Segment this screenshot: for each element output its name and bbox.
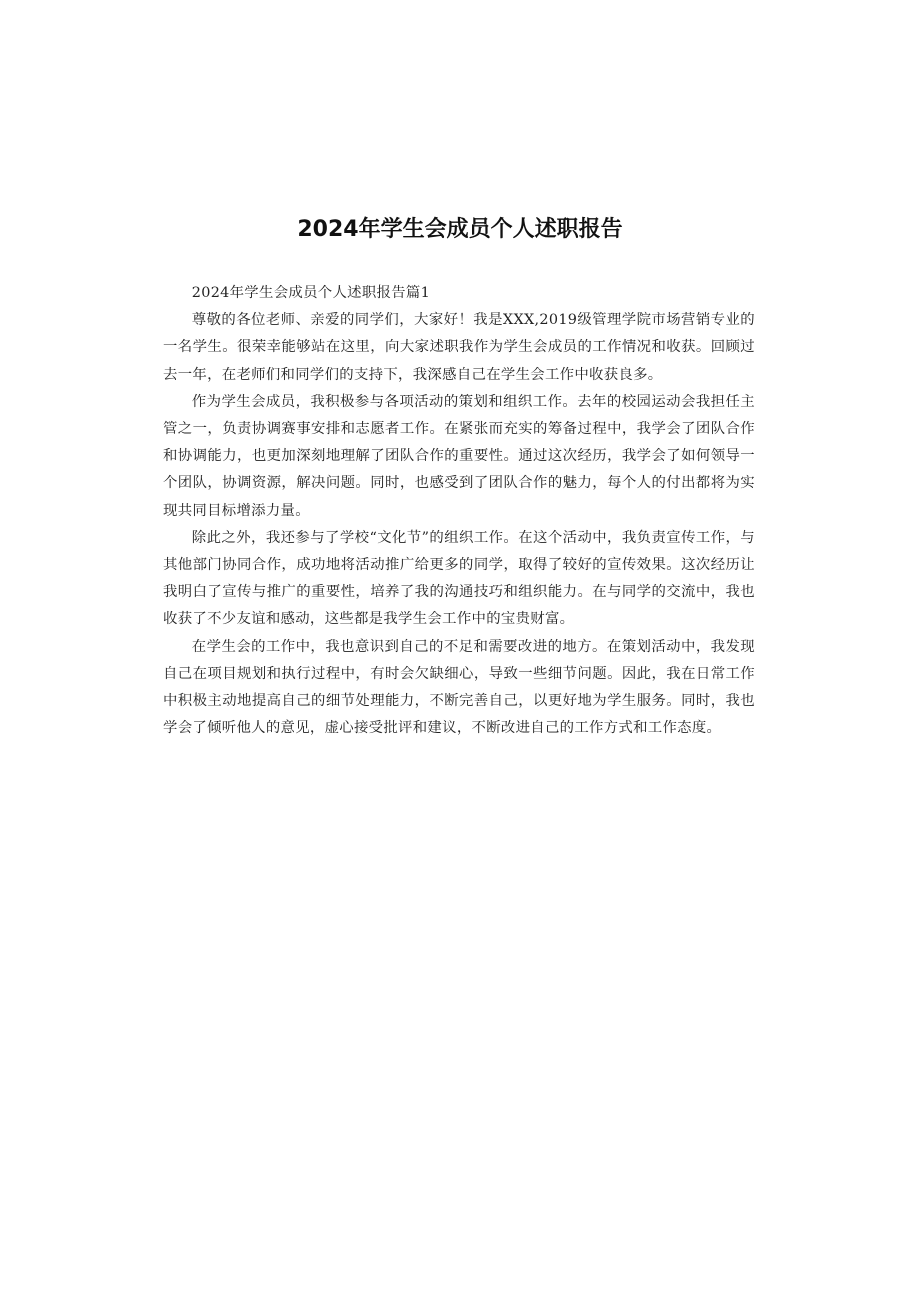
document-body xyxy=(163,280,755,742)
paragraph-1: 尊敬的各位老师、亲爱的同学们，大家好！我是XXX,2019级管理学院市场营销专业的一名学生。很荣幸能够站在这里，向大家述职我作为学生会成员的工作情况和收获。回顾过去一年，在老师们和同学们的支持下，我深感自己在学生会工作中收获良多。 xyxy=(163,312,755,383)
paragraph-2: 作为学生会成员，我积极参与各项活动的策划和组织工作。去年的校园运动会我担任主管之一，负责协调赛事安排和志愿者工作。在紧张而充实的筹备过程中，我学会了团队合作和协调能力，也更加深刻地理解了团队合作的重要性。通过这次经历，我学会了如何领导一个团队，协调资源，解决问题。同时，也感受到了团队合作的魅力，每个人的付出都将为实现共同目标增添力量。 xyxy=(163,393,755,519)
section-heading: 2024年学生会成员个人述职报告篇1 xyxy=(191,285,431,301)
paragraph-3: 除此之外，我还参与了学校“文化节”的组织工作。在这个活动中，我负责宣传工作，与其他部门协同合作，成功地将活动推广给更多的同学，取得了较好的宣传效果。这次经历让我明白了宣传与推广的重要性，培养了我的沟通技巧和组织能力。在与同学的交流中，我也收获了不少友谊和感动，这些都是我学生会工作中的宝贵财富。 xyxy=(163,529,755,628)
document-title: 2024年学生会成员个人述职报告 xyxy=(297,217,623,242)
paragraph-4: 在学生会的工作中，我也意识到自己的不足和需要改进的地方。在策划活动中，我发现自己在项目规划和执行过程中，有时会欠缺细心，导致一些细节问题。因此，我在日常工作中积极主动地提高自己的细节处理能力，不断完善自己，以更好地为学生服务。同时，我也学会了倾听他人的意见，虚心接受批评和建议，不断改进自己的工作方式和工作态度。 xyxy=(163,638,755,737)
